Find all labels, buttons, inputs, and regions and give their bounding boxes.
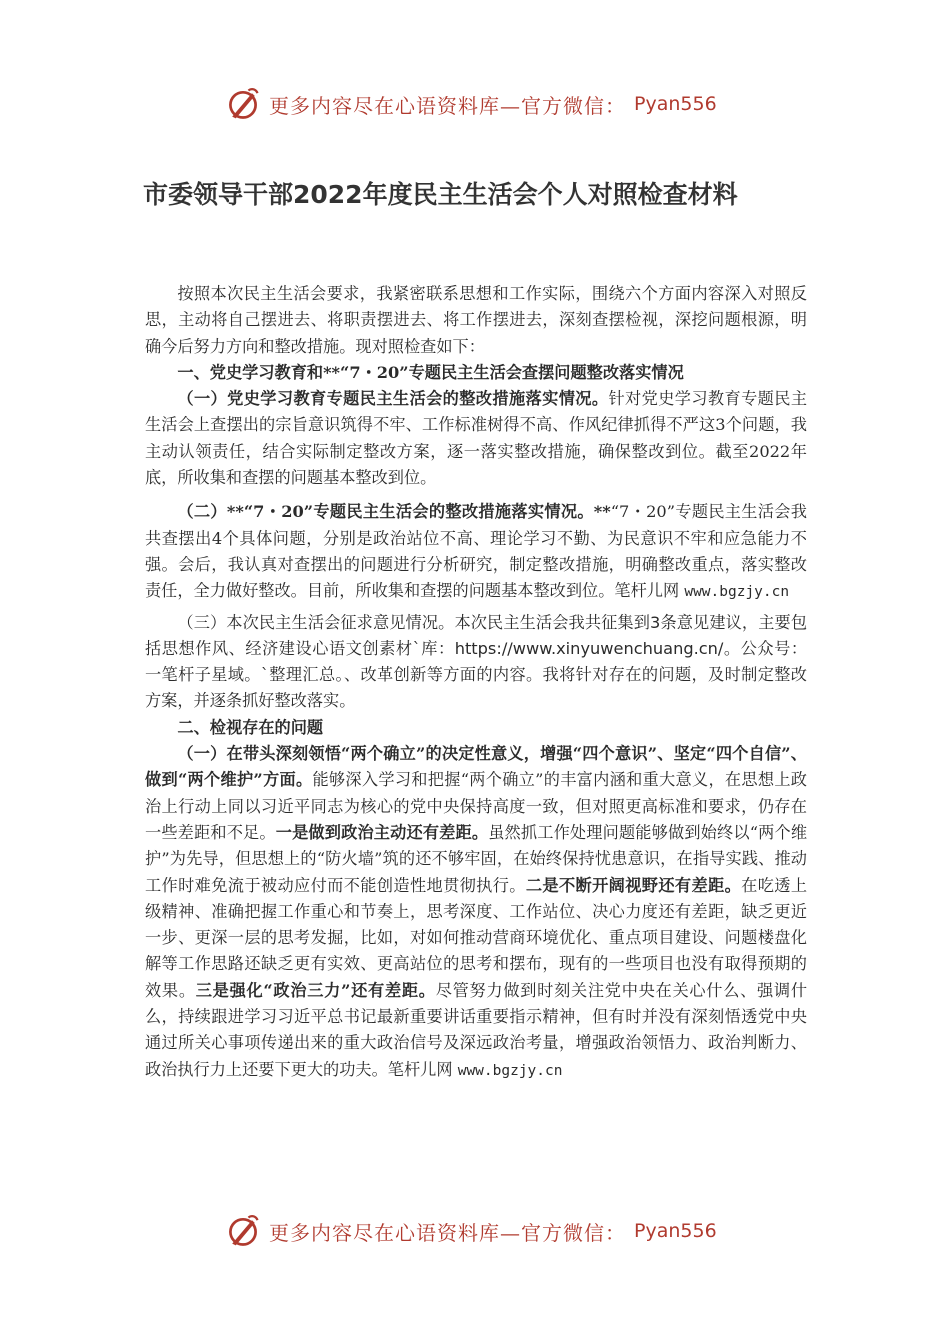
section-2-text-3: 在吃透上级精神、准确把握工作重心和节奏上，思考深度、工作站位、决心力度还有差距，缺乏更近一步、更深一层的思考发掘，比如，对如何推动营商环境优化、重点项目建设、问题楼盘化解等工作思路还缺乏更有实效、更高站位的思考和摆布，现有的一些项目也没有取得预期的效果。 <box>145 875 808 1000</box>
section-2-text-1: 能够深入学习和把握“两个确立”的丰富内涵和重大意义，在思想上政治上行动上同以习近平同志为核心的党中央保持高度一致，但对照更高标准和要求，仍存在一些差距和不足。 <box>145 770 807 842</box>
intro-paragraph: 按照本次民主生活会要求，我紧密联系思想和工作实际，围绕六个方面内容深入对照反思，主动将自己摆进去、将职责摆进去、将工作摆进去，深刻查摆检视，深挖问题根源，明确今后努力方向和整改措施。现对照检查如下： <box>145 284 807 356</box>
item-3-text-c: 条意见建议，主要包括思想作风、经济建设心语文创素材`库： <box>145 612 808 658</box>
source-url-2: www.bgzjy.cn <box>457 1062 563 1079</box>
section-1-item-2-body: “7・20”专题民主生活会我共查摆出4个具体问题，分别是政治站位不高、理论学习不勤、为民意识不牢和应急能力不强。会后，我认真对查摆出的问题进行分析研究，制定整改措施，明确整改重点，落实整改责任，全力做好整改。目前，所收集和查摆的问题基本整改到位。笔杆儿网 <box>145 502 807 601</box>
section-1-heading: 一、党史学习教育和**“7・20”专题民主生活会查摆问题整改落实情况 <box>177 362 684 382</box>
section-2-heading: 二、检视存在的问题 <box>177 717 324 737</box>
point-one: 一是做到政治主动还有差距。 <box>275 822 489 842</box>
section-2-item-1-lead: （一）在带头深刻领悟“两个确立”的决定性意义，增强“四个意识”、坚定“四个自信”、做到“两个维护”方面。 <box>145 744 807 790</box>
section-1-item-2 <box>145 499 807 605</box>
section-1-item-2-lead: （二）**“7・20”专题民主生活会的整改措施落实情况。** <box>177 502 611 522</box>
pen-circle-logo-icon <box>225 86 261 122</box>
point-two: 二是不断开阔视野还有差距。 <box>525 875 742 895</box>
section-1-item-1 <box>145 386 807 491</box>
section-2-text-2: 虽然抓工作处理问题能够做到始终以“两个维护”为先导，但思想上的“防火墙”筑的还不够牢固，在始终保持忧患意识，在指导实践、推动工作时难免流于被动应付而不能创造性地贯彻执行。 <box>145 822 808 895</box>
pen-circle-logo-icon <box>225 1213 261 1249</box>
banner-wechat-id: Pyan556 <box>634 1220 717 1242</box>
document-title: 市委领导干部2022年度民主生活会个人对照检查材料 <box>143 180 738 209</box>
item-3-text-a: （三）本次民主生活会征求意见情况。本次民主生活会我共征集到 <box>177 612 651 632</box>
header-banner <box>225 82 745 126</box>
section-1-item-1-lead: （一）党史学习教育专题民主生活会的整改措施落实情况。 <box>177 389 609 409</box>
section-1-item-1-body: 针对党史学习教育专题民主生活会上查摆出的宗旨意识筑得不牢、工作标准树得不高、作风纪律抓得不严这3个问题，我主动认领责任，结合实际制定整改方案，逐一落实整改措施，确保整改到位。截至2022年底，所收集和查摆的问题基本整改到位。 <box>145 389 808 488</box>
banner-wechat-id: Pyan556 <box>634 93 717 115</box>
footer-banner <box>225 1209 745 1253</box>
item-3-link[interactable]: https://www.xinyuwenchuang.cn/ <box>454 638 724 658</box>
section-1-item-3 <box>145 610 807 715</box>
section-2-text-4: 尽管努力做到时刻关注党中央在关心什么、强调什么，持续跟进学习习近平总书记最新重要讲话重要指示精神，但有时并没有深刻悟透党中央通过所关心事项传递出来的重大政治信号及深远政治考量，增强政治领悟力、政治判断力、政治执行力上还要下更大的功夫。笔杆儿网 <box>145 980 808 1079</box>
banner-text: 更多内容尽在心语资料库—官方微信： <box>269 93 626 118</box>
banner-text: 更多内容尽在心语资料库—官方微信： <box>269 1220 626 1245</box>
item-3-text-e: 。公众号：一笔杆子星域。`整理汇总。、改革创新等方面的内容。我将针对存在的问题，及时制定整改方案，并逐条抓好整改落实。 <box>145 638 808 711</box>
item-3-count: 3 <box>650 612 661 632</box>
point-three: 三是强化“政治三力”还有差距。 <box>195 980 436 1000</box>
section-2-item-1 <box>145 741 807 1084</box>
source-url: www.bgzjy.cn <box>684 584 790 601</box>
document-body <box>145 281 807 1084</box>
